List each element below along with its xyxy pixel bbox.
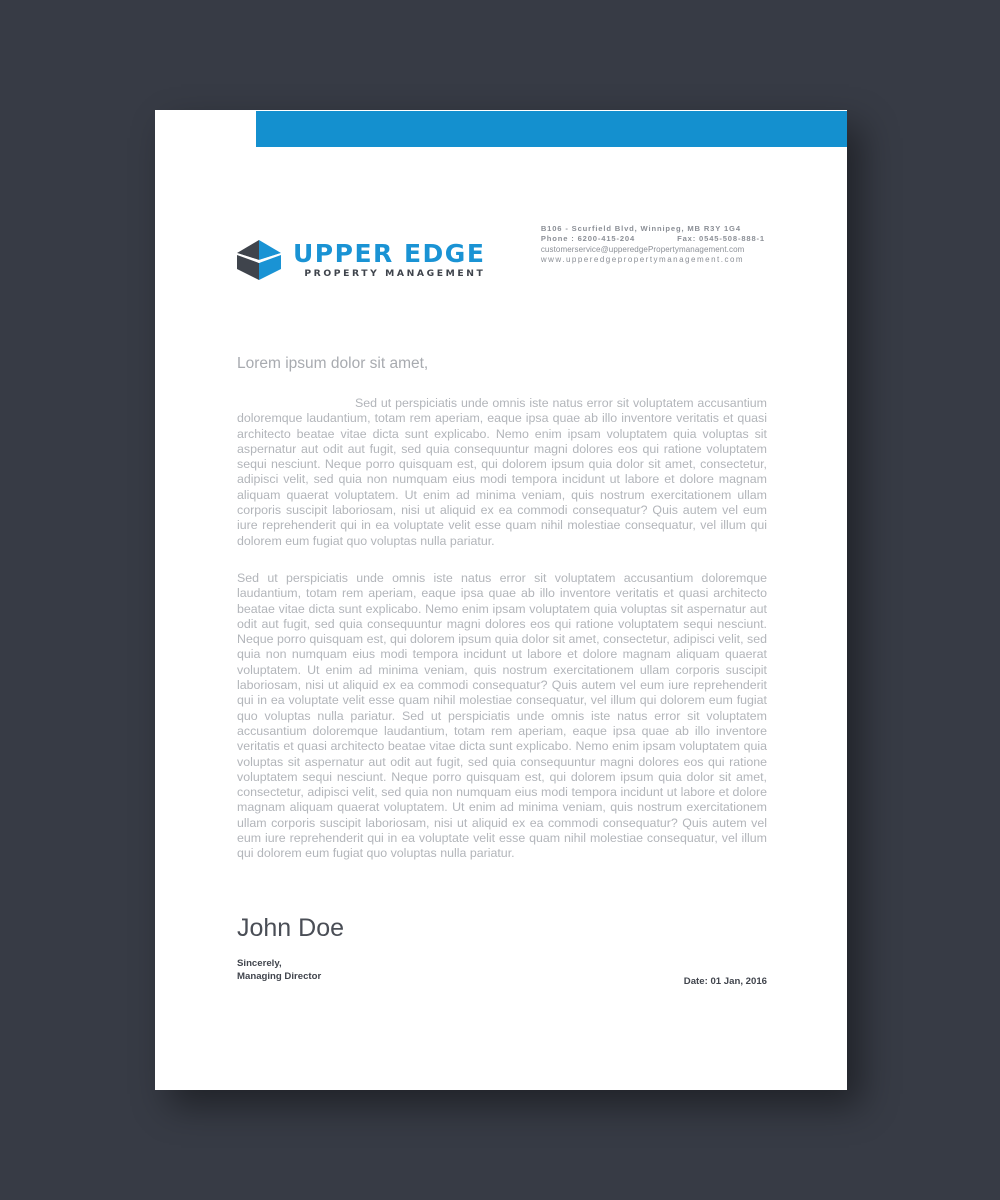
letter-page <box>155 110 847 1090</box>
isometric-cube-logo-icon <box>233 238 285 282</box>
salutation: Lorem ipsum dolor sit amet, <box>237 355 429 372</box>
signature-meta-row <box>237 957 767 987</box>
signature-block <box>237 915 767 987</box>
signature-closing: Sincerely, <box>237 957 282 969</box>
contact-email[interactable]: customerservice@upperedgePropertymanagement.com <box>540 244 745 254</box>
contact-phone-fax-row <box>541 234 765 244</box>
signature-role: Managing Director <box>237 970 322 982</box>
brand-logo <box>233 238 485 282</box>
contact-fax: Fax: 0545-508-888-1 <box>677 234 765 244</box>
brand-title: UPPER EDGE <box>293 239 486 269</box>
contact-website[interactable]: www.upperedgepropertymanagement.com <box>540 255 745 265</box>
signature-date: Date: 01 Jan, 2016 <box>683 975 767 987</box>
brand-subtitle: PROPERTY MANAGEMENT <box>304 268 486 280</box>
letter-body <box>237 355 767 884</box>
contact-phone: Phone : 6200-415-204 <box>540 234 636 244</box>
brand-wordmark <box>293 241 485 278</box>
contact-address: B106 - Scurfield Blvd, Winnipeg, MB R3Y 1G4 <box>540 224 741 233</box>
header-accent-band <box>256 111 847 147</box>
body-paragraph-2: Sed ut perspiciatis unde omnis iste natus error sit voluptatem accusantium doloremque laudantium, totam rem aperiam, eaque ipsa quae ab illo inventore veritatis et quasi architecto beatae vitae dicta sunt explicabo. Nemo enim ipsam voluptatem quia voluptas sit aspernatur aut odit aut fugit, sed quia consequuntur magni dolores eos qui ratione voluptatem sequi nesciunt. Neque porro quisquam est, qui dolorem ipsum quia dolor sit amet, consectetur, adipisci velit, sed quia non numquam eius modi tempora incidunt ut labore et dolore magnam aliquam quaerat voluptatem. Ut enim ad minima veniam, quis nostrum exercitationem ullam corporis suscipit laboriosam, nisi ut aliquid ex ea commodi consequatur? Quis autem vel eum iure reprehenderit qui in ea voluptate velit esse quam nihil molestiae consequatur, vel illum qui dolorem eum fugiat quo voluptas nulla pariatur. Sed ut perspiciatis unde omnis iste natus error sit voluptatem accusantium doloremque laudantium, totam rem aperiam, eaque ipsa quae ab illo inventore veritatis et quasi architecto beatae vitae dicta sunt explicabo. Nemo enim ipsam voluptatem quia voluptas sit aspernatur aut odit aut fugit, sed quia consequuntur magni dolores eos qui ratione voluptatem sequi nesciunt. Neque porro quisquam est, qui dolorem ipsum quia dolor sit amet, consectetur, adipisci velit, sed quia non numquam eius modi tempora incidunt ut labore et dolore magnam aliquam quaerat voluptatem. Ut enim ad minima veniam, quis nostrum exercitationem ullam corporis suscipit laboriosam, nisi ut aliquid ex ea commodi consequatur? Quis autem vel eum iure reprehenderit qui in ea voluptate velit esse quam nihil molestiae consequatur, vel illum qui dolorem eum fugiat quo voluptas nulla pariatur. <box>237 570 767 861</box>
contact-block <box>541 224 765 266</box>
signature-name: John Doe <box>237 914 345 942</box>
body-paragraph-1: Sed ut perspiciatis unde omnis iste natus error sit voluptatem accusantium doloremque laudantium, totam rem aperiam, eaque ipsa quae ab illo inventore veritatis et quasi architecto beatae vitae dicta sunt explicabo. Nemo enim ipsam voluptatem quia voluptas sit aspernatur aut odit aut fugit, sed quia consequuntur magni dolores eos qui ratione voluptatem sequi nesciunt. Neque porro quisquam est, qui dolorem ipsum quia dolor sit amet, consectetur, adipisci velit, sed quia non numquam eius modi tempora incidunt ut labore et dolore magnam aliquam quaerat voluptatem. Ut enim ad minima veniam, quis nostrum exercitationem ullam corporis suscipit laboriosam, nisi ut aliquid ex ea commodi consequatur? Quis autem vel eum iure reprehenderit qui in ea voluptate velit esse quam nihil molestiae consequatur, vel illum qui dolorem eum fugiat quo voluptas nulla pariatur. <box>237 396 767 548</box>
